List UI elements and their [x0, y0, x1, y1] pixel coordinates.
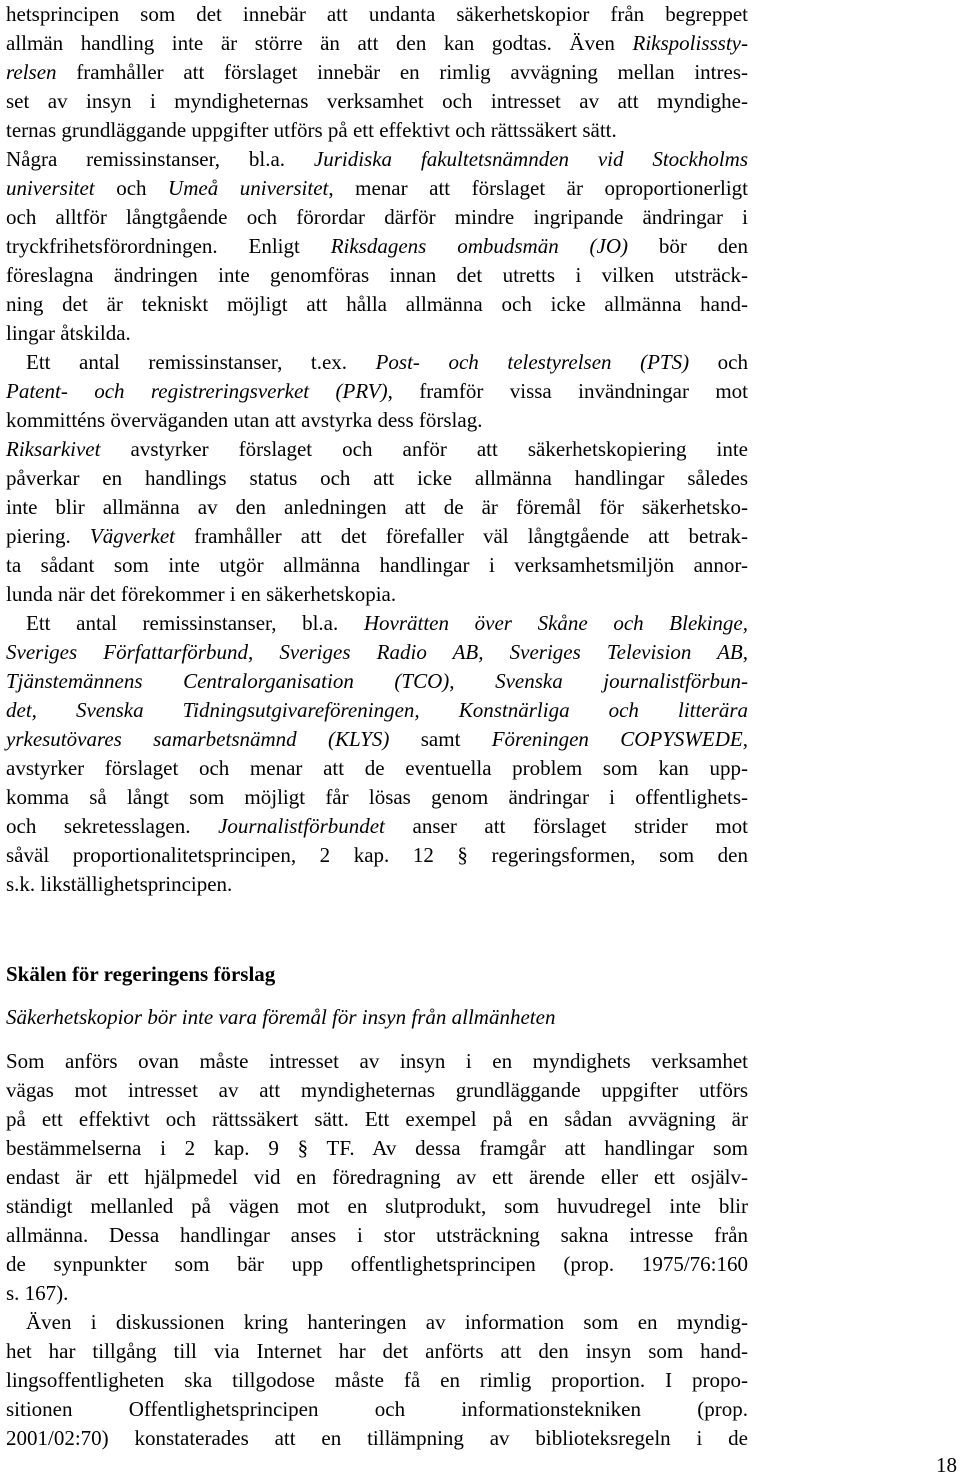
entity-name: Juridiska fakultetsnämnden vid Stockholms [313, 147, 748, 171]
text-line: universitet och Umeå universitet, menar att förslaget är oproportionerligt [6, 176, 748, 200]
section-heading: Skälen för regeringens förslag [6, 962, 276, 986]
text-line: lingar åtskilda. [6, 321, 131, 345]
entity-name: Journalistförbundet [218, 814, 385, 838]
text-line: Ett antal remissinstanser, bl.a. Hovrätten över Skåne och Blekinge, [26, 611, 748, 635]
text-line: allmän handling inte är större än att den kan godtas. Även Rikspolisssty- [6, 31, 748, 55]
text-line: 2001/02:70) konstaterades att en tillämpning av biblioteksregeln i de [6, 1426, 748, 1450]
text-line: sitionen Offentlighetsprincipen och informationstekniken (prop. [6, 1397, 748, 1421]
text-line [6, 638, 748, 667]
document-body-continued [6, 1047, 748, 1453]
text-line: tryckfrihetsförordningen. Enligt Riksdagens ombudsmän (JO) bör den [6, 234, 749, 258]
section-subheading: Säkerhetskopior bör inte vara föremål för insyn från allmänheten [6, 1005, 556, 1029]
text-line: Även i diskussionen kring hanteringen av information som en myndig- [26, 1310, 748, 1334]
text-line: kommitténs överväganden utan att avstyrka dess förslag. [6, 408, 483, 432]
text-line: relsen framhåller att förslaget innebär en rimlig avvägning mellan intres- [6, 60, 748, 84]
entity-name: Hovrätten över Skåne och Blekinge, [363, 611, 748, 635]
text-line: och alltför långtgående och förordar därför mindre ingripande ändringar i [6, 205, 748, 229]
text-line: allmänna. Dessa handlingar anses i stor utsträckning sakna intresse från [6, 1223, 748, 1247]
text-line: komma så långt som möjligt får lösas genom ändringar i offentlighets- [6, 785, 748, 809]
entity-name: Riksdagens ombudsmän (JO) [330, 234, 629, 258]
entity-name: Vägverket [89, 524, 176, 548]
text-line: yrkesutövares samarbetsnämnd (KLYS) samt Föreningen COPYSWEDE, [6, 727, 748, 751]
page-number: 18 [936, 1453, 957, 1477]
text-line: ta sådant som inte utgör allmänna handlingar i verksamhetsmiljön annor- [6, 553, 748, 577]
text-line: ständigt mellanled på vägen mot en slutprodukt, som huvudregel inte blir [6, 1194, 748, 1218]
entity-name: det, Svenska Tidningsutgivareföreningen, Konstnärliga och litterära [6, 698, 748, 722]
text-line: lunda när det förekommer i en säkerhetskopia. [6, 582, 397, 606]
text-line: inte blir allmänna av den anledningen att de är föremål för säkerhetsko- [6, 495, 748, 519]
text-line: ning det är tekniskt möjligt att hålla allmänna och icke allmänna hand- [6, 292, 748, 316]
entity-name: yrkesutövares samarbetsnämnd (KLYS) [6, 727, 390, 751]
text-line: set av insyn i myndigheternas verksamhet och intresset av att myndighe- [6, 89, 748, 113]
entity-name: Rikspolisssty- [632, 31, 748, 55]
text-line [6, 696, 748, 725]
entity-name: Tjänstemännens Centralorganisation (TCO), Svenska journalistförbun- [6, 669, 748, 693]
text-line: de synpunkter som bär upp offentlighetsprincipen (prop. 1975/76:160 [6, 1252, 748, 1276]
text-line: s.k. likställighetsprincipen. [6, 872, 233, 896]
text-line: avstyrker förslaget och menar att de eventuella problem som kan upp- [6, 756, 748, 780]
section-sign: § [297, 1136, 309, 1160]
text-line: påverkar en handlings status och att icke allmänna handlingar således [6, 466, 748, 490]
entity-name: Sveriges Författarförbund, Sveriges Radio AB, Sveriges Television AB, [6, 640, 748, 664]
entity-name: Umeå universitet [168, 176, 329, 200]
text-line: såväl proportionalitetsprincipen, 2 kap. 12 § regeringsformen, som den [6, 843, 748, 867]
text-line [6, 667, 748, 696]
text-line: hetsprincipen som det innebär att undanta säkerhetskopior från begreppet [6, 2, 748, 26]
text-line: Ett antal remissinstanser, t.ex. Post- och telestyrelsen (PTS) och [26, 350, 748, 374]
text-line: Som anförs ovan måste intresset av insyn i en myndighets verksamhet [6, 1049, 748, 1073]
text-line: lingsoffentligheten ska tillgodose måste få en rimlig proportion. I propo- [6, 1368, 748, 1392]
text-line: ternas grundläggande uppgifter utförs på ett effektivt och rättssäkert sätt. [6, 118, 617, 142]
text-line: och sekretesslagen. Journalistförbundet anser att förslaget strider mot [6, 814, 748, 838]
text-line: föreslagna ändringen inte genomföras innan det utretts i vilken utsträck- [6, 263, 748, 287]
entity-name: Patent- och registreringsverket (PRV) [6, 379, 388, 403]
text-line: Några remissinstanser, bl.a. Juridiska fakultetsnämnden vid Stockholms [6, 147, 748, 171]
entity-name: relsen [6, 60, 57, 84]
entity-name: Riksarkivet [6, 437, 101, 461]
text-line: bestämmelserna i 2 kap. 9 § TF. Av dessa framgår att handlingar som [6, 1136, 749, 1160]
text-line: Riksarkivet avstyrker förslaget och anför att säkerhetskopiering inte [6, 437, 748, 461]
text-line: s. 167). [6, 1281, 69, 1305]
entity-name: Föreningen COPYSWEDE [491, 727, 743, 751]
entity-name: Post- och telestyrelsen (PTS) [375, 350, 690, 374]
document-body [6, 0, 748, 899]
text-line: på ett effektivt och rättssäkert sätt. Ett exempel på en sådan avvägning är [6, 1107, 748, 1131]
text-line: vägas mot intresset av att myndigheternas grundläggande uppgifter utförs [6, 1078, 748, 1102]
entity-name: universitet [6, 176, 95, 200]
text-line: Patent- och registreringsverket (PRV), framför vissa invändningar mot [6, 379, 748, 403]
text-line: het har tillgång till via Internet har det anförts att den insyn som hand- [6, 1339, 748, 1363]
text-line: endast är ett hjälpmedel vid en föredragning av ett ärende eller ett osjälv- [6, 1165, 748, 1189]
text-line: piering. Vägverket framhåller att det förefaller väl långtgående att betrak- [6, 524, 748, 548]
section-sign: § [457, 843, 468, 867]
